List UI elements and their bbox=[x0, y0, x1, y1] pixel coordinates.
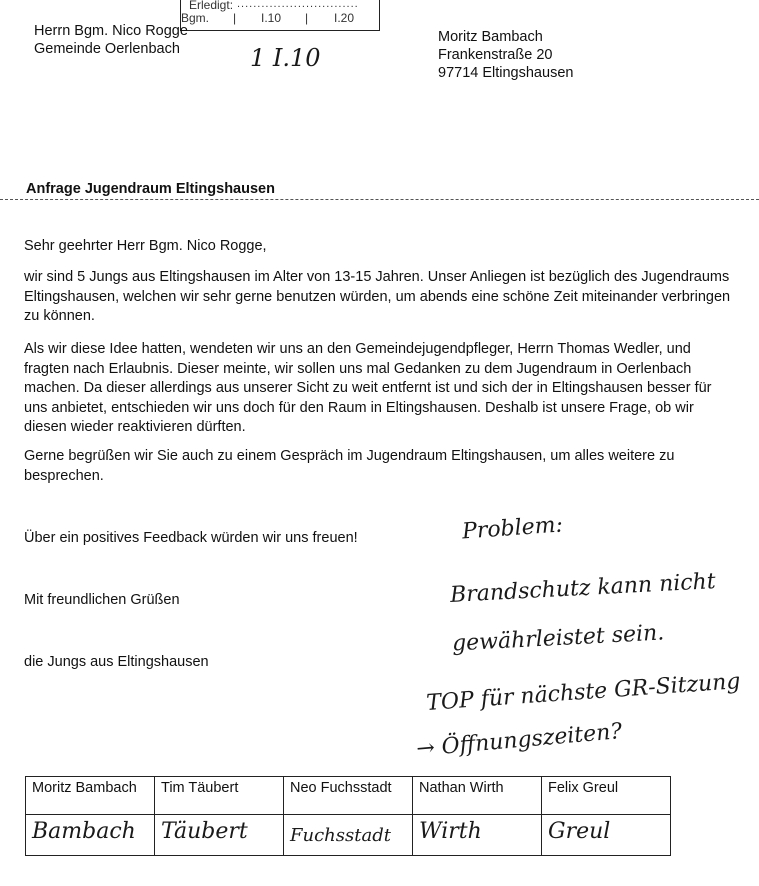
feedback-line: Über ein positives Feedback würden wir uns freuen! bbox=[24, 530, 358, 546]
signature-greul: Greul bbox=[548, 819, 611, 844]
body-paragraph-2: Als wir diese Idee hatten, wendeten wir uns an den Gemeindejugendpfleger, Herrn Thomas Wedler, und fragten nach Erlaubnis. Dieser meinte, wir sollen uns mal Gedanken zu dem Jugendraum in Oerlenbach machen. Da dieser allerdings aus unserer Sicht zu weit entfernt ist und sich der in Eltingshausen besser für uns anbietet, entschieden wir uns doch für den Raum in Eltingshausen. Deshalb ist unsere Frage, ob wir diesen wieder reaktivieren dürften. bbox=[24, 341, 712, 435]
stamp-col-1: I.10 bbox=[261, 11, 282, 25]
signer-name-cell: Felix Greul bbox=[542, 777, 671, 815]
sender-city: 97714 Eltingshausen bbox=[438, 65, 574, 81]
sender-name: Moritz Bambach bbox=[438, 29, 543, 45]
salutation: Sehr geehrter Herr Bgm. Nico Rogge, bbox=[24, 238, 267, 254]
signature-cell bbox=[26, 815, 155, 856]
signer-name-cell: Neo Fuchsstadt bbox=[284, 777, 413, 815]
sender-street: Frankenstraße 20 bbox=[438, 47, 553, 63]
signature-wirth: Wirth bbox=[419, 819, 482, 844]
signer-name-cell: Moritz Bambach bbox=[26, 777, 155, 815]
signature-table bbox=[25, 776, 671, 856]
letter-subject: Anfrage Jugendraum Eltingshausen bbox=[26, 181, 275, 197]
recipient-address bbox=[34, 22, 188, 58]
handwritten-note-line-2: Brandschutz kann nicht bbox=[449, 569, 717, 608]
handwritten-note-line-5: → Öffnungszeiten? bbox=[415, 719, 624, 762]
stamp-dotted-line: .............................. bbox=[237, 0, 359, 10]
signoff: die Jungs aus Eltingshausen bbox=[24, 654, 209, 670]
signature-cell bbox=[542, 815, 671, 856]
signature-cell bbox=[413, 815, 542, 856]
subject-divider bbox=[0, 199, 759, 200]
signature-fuchsstadt: Fuchsstadt bbox=[290, 825, 391, 846]
signature-names-row bbox=[26, 777, 671, 815]
stamp-bgm-label: Bgm. bbox=[181, 11, 210, 25]
stamp-erledigt-label: Erledigt: bbox=[189, 0, 234, 12]
signer-name-cell: Tim Täubert bbox=[155, 777, 284, 815]
handwritten-reference: 1 I.10 bbox=[250, 44, 321, 72]
body-paragraph-1: wir sind 5 Jungs aus Eltingshausen im Alter von 13-15 Jahren. Unser Anliegen ist bezüglich des Jugendraums Eltingshausen, welchen wir sehr gerne benutzen würden, um abends eine schöne Zeit miteinander verbringen zu können. bbox=[24, 269, 731, 324]
signature-cell bbox=[284, 815, 413, 856]
handwritten-note-line-3: gewährleistet sein. bbox=[451, 620, 665, 657]
recipient-municipality: Gemeinde Oerlenbach bbox=[34, 41, 180, 57]
stamp-col-2: I.20 bbox=[334, 11, 355, 25]
recipient-name: Herrn Bgm. Nico Rogge bbox=[34, 23, 188, 39]
body-paragraph-3: Gerne begrüßen wir Sie auch zu einem Gespräch im Jugendraum Eltingshausen, um alles weitere zu besprechen. bbox=[24, 448, 675, 484]
closing: Mit freundlichen Grüßen bbox=[24, 592, 180, 608]
received-stamp: Erledigt: .............................. Bgm. | I.10 | I.20 bbox=[180, 0, 380, 31]
signature-taeubert: Täubert bbox=[161, 819, 248, 844]
handwritten-note-line-4: TOP für nächste GR-Sitzung bbox=[425, 669, 742, 716]
signature-cell bbox=[155, 815, 284, 856]
signer-name-cell: Nathan Wirth bbox=[413, 777, 542, 815]
sender-address bbox=[438, 28, 573, 82]
signature-bambach: Bambach bbox=[32, 819, 136, 844]
handwritten-note-line-1: Problem: bbox=[461, 512, 564, 545]
signature-signatures-row bbox=[26, 815, 671, 856]
